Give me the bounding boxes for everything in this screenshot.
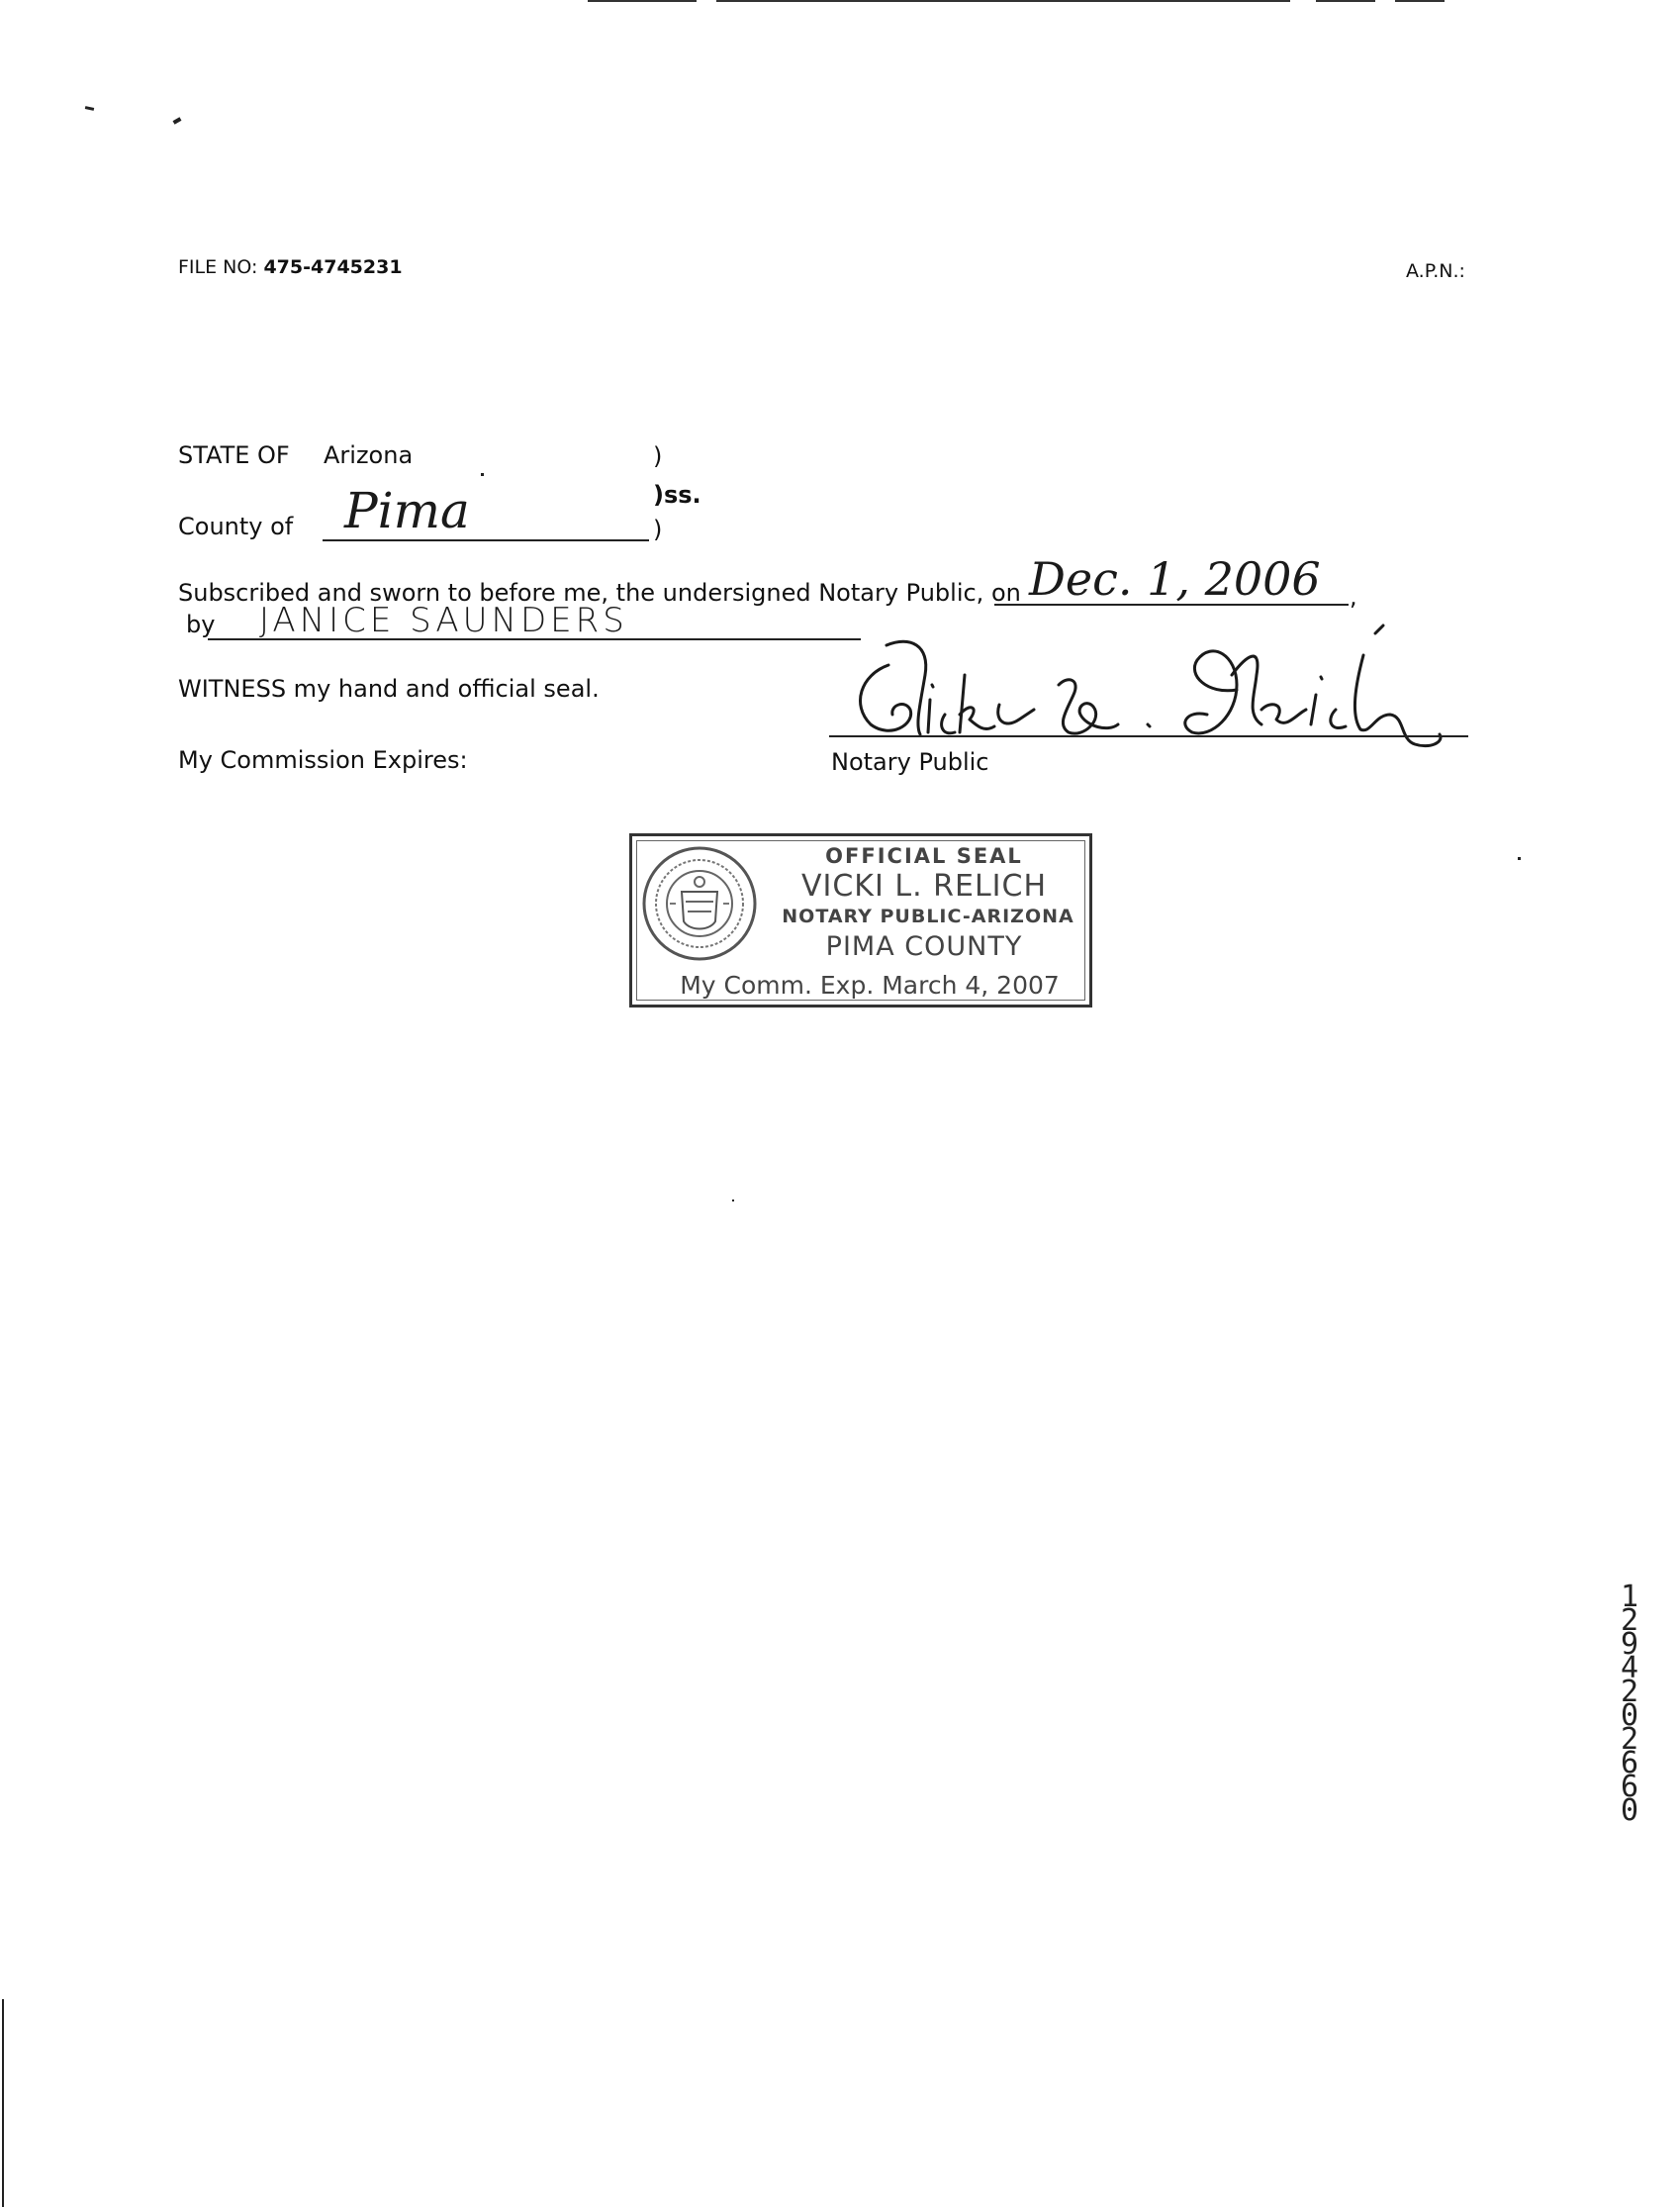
state-seal-icon (640, 844, 759, 963)
commission-label: My Commission Expires: (178, 746, 468, 774)
scan-edge-line (588, 0, 697, 2)
scan-edge-line (1316, 0, 1375, 2)
county-handwriting: Pima (344, 482, 470, 539)
state-label: STATE OF (178, 441, 290, 469)
scan-speck (1518, 857, 1521, 860)
state-value: Arizona (324, 441, 414, 469)
apn-label: A.P.N.: (1406, 260, 1465, 282)
official-seal-stamp (629, 833, 1092, 1008)
notary-public-label: Notary Public (831, 748, 989, 776)
scan-edge-line (716, 0, 1290, 2)
stamp-notary-name: VICKI L. RELICH (800, 869, 1048, 904)
scan-speck (85, 106, 94, 111)
scan-speck (173, 117, 182, 124)
jurat-text: Subscribed and sworn to before me, the undersigned Notary Public, on (178, 579, 1021, 607)
venue-paren-1: ) (653, 442, 663, 470)
file-no-value: 475-4745231 (263, 256, 403, 278)
stamp-official-seal: OFFICIAL SEAL (825, 844, 1023, 868)
date-underline (994, 604, 1349, 606)
stamp-expiration: My Comm. Exp. March 4, 2007 (680, 971, 1060, 1000)
scan-margin-edge (2, 1999, 4, 2207)
stamp-notary-title: NOTARY PUBLIC-ARIZONA (782, 906, 1074, 927)
notary-signature (821, 616, 1474, 764)
scan-edge-line (1395, 0, 1445, 2)
file-no-label: FILE NO: (178, 256, 258, 278)
signature-line (829, 735, 1468, 737)
county-underline (323, 539, 649, 541)
venue-paren-2: ) (653, 516, 663, 543)
jurat-comma: , (1350, 583, 1357, 611)
signer-underline (208, 638, 861, 640)
jurat-date-handwriting: Dec. 1, 2006 (1029, 552, 1321, 606)
scan-speck (732, 1199, 734, 1201)
by-label: by (186, 611, 216, 638)
stamp-county: PIMA COUNTY (825, 931, 1023, 962)
recording-number: 12942 02660 (1620, 1580, 1639, 1828)
file-number (178, 255, 403, 279)
signer-handwriting: JANICE SAUNDERS (259, 601, 628, 640)
ss-mark: )ss. (653, 481, 701, 509)
county-label: County of (178, 513, 294, 540)
witness-text: WITNESS my hand and official seal. (178, 675, 600, 703)
scan-speck (481, 473, 484, 476)
